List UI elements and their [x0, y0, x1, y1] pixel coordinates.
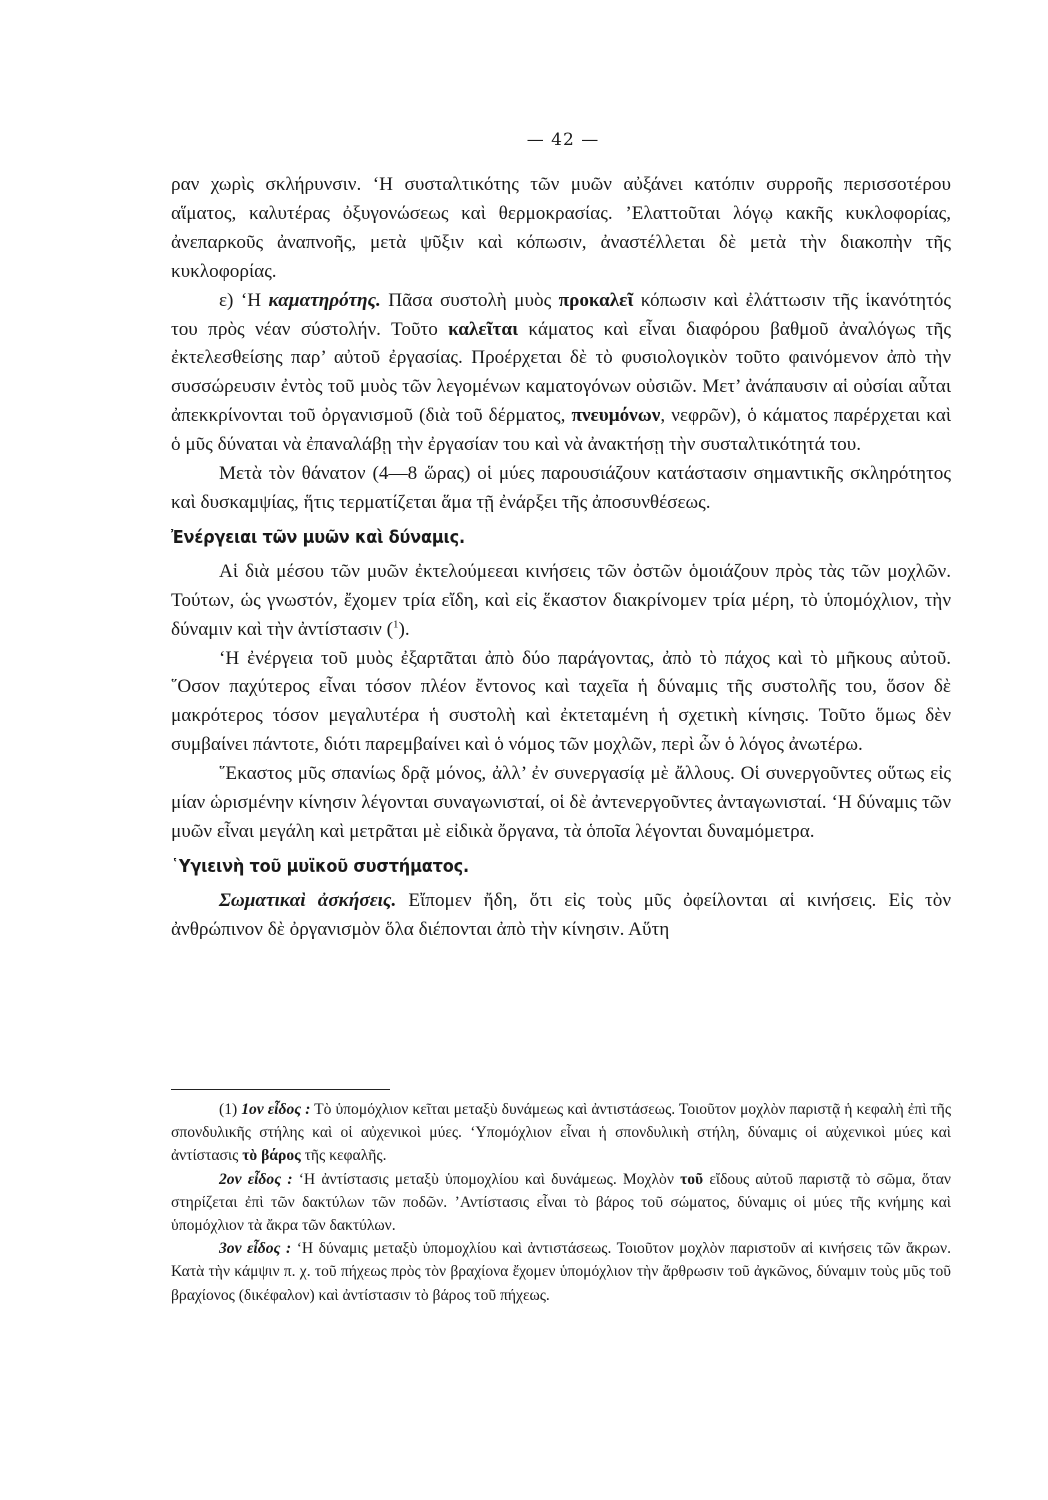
section-heading-muscle-action: Ἐνέργειαι τῶν μυῶν καὶ δύναμις. [171, 527, 465, 548]
paragraph-exercise: Σωματικαὶ ἀσκήσεις. Εἴπομεν ἤδη, ὅτι εἰς τοὺς μῦς ὀφείλονται αἱ κινήσεις. Εἰς τὸν ἀνθρώπινον δὲ ὀργανισμὸν ὅλα διέπονται ἀπὸ τὴν κίνησιν. Αὕτη [171, 889, 951, 940]
section-heading-hygiene: ῾Υγιεινὴ τοῦ μυϊκοῦ συστήματος. [171, 856, 469, 877]
paragraph-fatigue: ε) ‘Η καματηρότης. Πᾶσα συστολὴ μυὸς προκαλεῖ κόπωσιν καὶ ἐλάττωσιν τῆς ἱκανότητός του πρὸς νέαν σύστολήν. Τοῦτο καλεῖται κάματος καὶ εἶναι διαφόρου βαθμοῦ ἀναλόγως τῆς ἐκτελεσθείσης παρ’ αὐτοῦ ἐργασίας. Προέρχεται δὲ τὸ φυσιολογικὸν τοῦτο φαινόμενον ἀπὸ τὴν συσσώρευσιν ἐντὸς τοῦ μυὸς τῶν λεγομένων καματογόνων οὐσιῶν. Μετ’ ἀνάπαυσιν αἱ οὐσίαι αὗται ἀπεκκρίνονται τοῦ ὀργανισμοῦ (διὰ τοῦ δέρματος, πνευμόνων, νεφρῶν), ὁ κάματος παρέρχεται καὶ ὁ μῦς δύναται νὰ ἐπαναλάβῃ τὴν ἐργασίαν του καὶ νὰ ἀνακτήσῃ τὴν συσταλτικότητά του. [171, 289, 951, 456]
paragraph-levers: Αἱ διὰ μέσου τῶν μυῶν ἐκτελούμεεαι κινήσεις τῶν ὀστῶν ὁμοιάζουν πρὸς τὰς τῶν μοχλῶν. Τούτων, ὡς γνωστόν, ἔχομεν τρία εἴδη, καὶ εἰς ἕκαστον διακρίνομεν τρία μέρη, τὸ ὑπομόχλιον, τὴν δύναμιν καὶ τὴν ἀντίστασιν ($^1$). [171, 560, 951, 640]
footnote-label: 3ον εἶδος : [219, 1240, 292, 1258]
footnote-divider [171, 1089, 390, 1090]
paragraph-continuation: ραν χωρὶς σκλήρυνσιν. ‘Η συσταλτικότης τῶν μυῶν αὐξάνει κατόπιν συρροῆς περισσοτέρου αἵματος, καλυτέρας ὀξυγονώσεως καὶ θερμοκρασίας. ’Ελαττοῦται λόγῳ κακῆς κυκλοφορίας, ἀνεπαρκοῦς ἀναπνοῆς, μετὰ ψῦξιν καὶ κόπωσιν, ἀναστέλλεται δὲ μετὰ τὴν διακοπὴν τῆς κυκλοφορίας. [171, 174, 951, 282]
item-prefix: ε) ‘Η [219, 289, 269, 311]
footnote-marker: (1) [219, 1101, 242, 1118]
main-text [171, 171, 951, 945]
term-exercise: Σωματικαὶ ἀσκήσεις. [219, 889, 397, 911]
footnote-ref[interactable]: 1 [393, 618, 399, 631]
footnotes [171, 1098, 951, 1307]
paragraph-synergists: ῞Εκαστος μῦς σπανίως δρᾷ μόνος, ἀλλ’ ἐν συνεργασίᾳ μὲ ἄλλους. Οἱ συνεργοῦντες οὕτως εἰς μίαν ὡρισμένην κίνησιν λέγονται συναγωνισταί, οἱ δὲ ἀντενεργοῦντες ἀνταγωνισταί. ‘Η δύναμις τῶν μυῶν εἶναι μεγάλη καὶ μετρᾶται μὲ εἰδικὰ ὄργανα, τὰ ὁποῖα λέγονται δυναμόμετρα. [171, 763, 951, 842]
footnote-1: (1) 1ον εἶδος : Τὸ ὑπομόχλιον κεῖται μεταξὺ δυνάμεως καὶ ἀντιστάσεως. Τοιοῦτον μοχλὸν παριστᾷ ἡ κεφαλὴ ἐπὶ τῆς σπονδυλικῆς στήλης καὶ οἱ αὐχενικοὶ μύες. ‘Υπομόχλιον εἶναι ἡ σπονδυλικὴ στήλη, δύναμις οἱ αὐχενικοὶ μύες καὶ ἀντίστασις τὸ βάρος τῆς κεφαλῆς. [171, 1101, 951, 1165]
footnote-3: 3ον εἶδος : ‘Η δύναμις μεταξὺ ὑπομοχλίου καὶ ἀντιστάσεως. Τοιοῦτον μοχλὸν παριστοῦν αἱ κινήσεις τῶν ἄκρων. Κατὰ τὴν κάμψιν π. χ. τοῦ πήχεως πρὸς τὸν βραχίονα ἔχομεν ὑπομόχλιον τὴν ἄρθρωσιν τοῦ ἀγκῶνος, δύναμιν τοὺς μῦς τοῦ βραχίονος (δικέφαλον) καὶ ἀντίστασιν τὸ βάρος τοῦ πήχεως. [171, 1240, 951, 1304]
paragraph-muscle-energy: ‘Η ἐνέργεια τοῦ μυὸς ἐξαρτᾶται ἀπὸ δύο παράγοντας, ἀπὸ τὸ πάχος καὶ τὸ μῆκους αὐτοῦ. ῞Οσον παχύτερος εἶναι τόσον πλέον ἔντονος καὶ ταχεῖα ἡ δύναμις τῆς συστολῆς του, ὅσον δὲ μακρότερος τόσον μεγαλυτέρα ἡ συστολὴ καὶ ἐκτεταμένη ἡ σχετικὴ κίνησις. Τοῦτο ὅμως δὲν συμβαίνει πάντοτε, διότι παρεμβαίνει καὶ ὁ νόμος τῶν μοχλῶν, περὶ ὧν ὁ λόγος ἀνωτέρω. [171, 647, 951, 756]
page-number: — 42 — [526, 130, 600, 150]
footnote-label: 1ον εἶδος : [241, 1101, 311, 1118]
footnote-label: 2ον εἶδος : [219, 1170, 293, 1188]
paragraph-rigor: Μετὰ τὸν θάνατον (4—8 ὥρας) οἱ μύες παρουσιάζουν κατάστασιν σημαντικῆς σκληρότητος καὶ δυσκαμψίας, ἥτις τερματίζεται ἅμα τῇ ἐνάρξει τῆς ἀποσυνθέσεως. [171, 463, 951, 513]
footnote-2: 2ον εἶδος : ‘Η ἀντίστασις μεταξὺ ὑπομοχλίου καὶ δυνάμεως. Μοχλὸν τοῦ εἴδους αὐτοῦ παριστᾷ τὸ σῶμα, ὅταν στηρίζεται ἐπὶ τῶν δακτύλων τῶν ποδῶν. ’Αντίστασις εἶναι τὸ βάρος τοῦ σώματος, δύναμις οἱ μύες τῆς κνήμης καὶ ὑπομόχλιον τὰ ἄκρα τῶν δακτύλων. [171, 1170, 951, 1235]
term-fatigue: καματηρότης. [268, 289, 381, 311]
